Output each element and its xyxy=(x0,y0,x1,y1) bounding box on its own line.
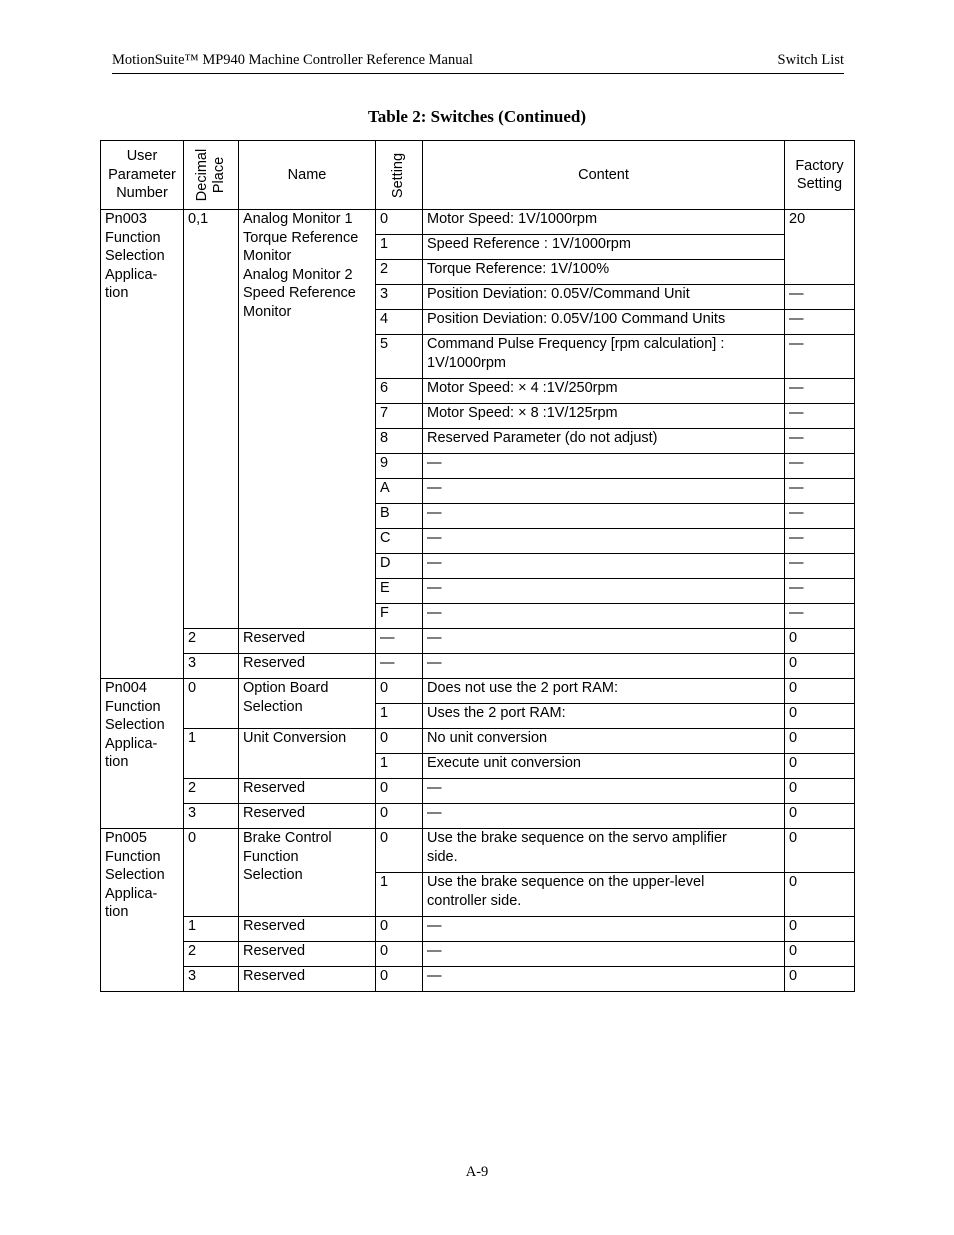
content-cell-line: — xyxy=(427,655,442,671)
setting-cell: D xyxy=(376,554,423,579)
content-cell xyxy=(423,504,785,529)
factory-setting-cell: 0 xyxy=(785,654,855,679)
setting-cell: 0 xyxy=(376,804,423,829)
factory-setting-cell: — xyxy=(785,504,855,529)
factory-setting-cell: — xyxy=(785,529,855,554)
setting-cell: 3 xyxy=(376,285,423,310)
table-header-row xyxy=(101,141,855,210)
content-cell xyxy=(423,629,785,654)
setting-cell: — xyxy=(376,654,423,679)
setting-cell: 0 xyxy=(376,210,423,235)
factory-setting-cell: — xyxy=(785,285,855,310)
content-cell xyxy=(423,285,785,310)
section-title: Switch List xyxy=(777,52,844,68)
setting-cell: 0 xyxy=(376,967,423,992)
table-row xyxy=(101,829,855,873)
user-parameter-cell-line: Applica- xyxy=(105,266,158,283)
content-cell xyxy=(423,404,785,429)
content-cell-line: 1V/1000rpm xyxy=(427,354,506,371)
col-header-line: Decimal xyxy=(194,148,210,201)
content-cell-line: — xyxy=(427,630,442,646)
content-cell xyxy=(423,235,785,260)
decimal-place-cell: 0 xyxy=(184,679,239,729)
content-cell xyxy=(423,942,785,967)
col-header-vertical-text: Setting xyxy=(390,152,407,198)
user-parameter-cell-line: Function xyxy=(105,229,161,246)
factory-setting-cell: 0 xyxy=(785,873,855,917)
manual-title: MotionSuite™ MP940 Machine Controller Reference Manual xyxy=(112,52,473,68)
user-parameter-cell-line: tion xyxy=(105,904,129,920)
col-header-line: Place xyxy=(211,156,227,193)
setting-cell: 0 xyxy=(376,679,423,704)
user-parameter-cell-line: tion xyxy=(105,754,129,770)
setting-cell: F xyxy=(376,604,423,629)
user-parameter-cell-line: Selection xyxy=(105,867,165,883)
content-cell-line: Does not use the 2 port RAM: xyxy=(427,680,619,696)
name-cell xyxy=(239,729,376,779)
setting-cell: 1 xyxy=(376,873,423,917)
user-parameter-cell xyxy=(101,210,184,679)
content-cell xyxy=(423,704,785,729)
setting-cell: C xyxy=(376,529,423,554)
name-cell-line: Reserved xyxy=(243,780,306,796)
name-cell-line: Option Board xyxy=(243,680,329,696)
table-row xyxy=(101,210,855,235)
content-cell xyxy=(423,554,785,579)
setting-cell: 1 xyxy=(376,235,423,260)
name-cell xyxy=(239,779,376,804)
factory-setting-cell: 0 xyxy=(785,804,855,829)
setting-cell: 0 xyxy=(376,942,423,967)
factory-setting-cell: — xyxy=(785,404,855,429)
decimal-place-cell: 3 xyxy=(184,967,239,992)
name-cell-line: Reserved xyxy=(243,630,306,646)
content-cell-line: — xyxy=(427,780,442,796)
content-cell-line: Execute unit conversion xyxy=(427,755,581,771)
name-cell xyxy=(239,679,376,729)
col-header-user-parameter xyxy=(101,141,184,210)
decimal-place-cell: 1 xyxy=(184,917,239,942)
content-cell-line: Motor Speed: × 4 :1V/250rpm xyxy=(427,380,618,396)
factory-setting-cell: — xyxy=(785,579,855,604)
content-cell xyxy=(423,754,785,779)
factory-setting-cell: 0 xyxy=(785,729,855,754)
table-row xyxy=(101,679,855,704)
name-cell-line: Reserved xyxy=(243,943,306,959)
content-cell xyxy=(423,604,785,629)
name-cell xyxy=(239,654,376,679)
setting-cell: 0 xyxy=(376,917,423,942)
factory-setting-cell: 0 xyxy=(785,754,855,779)
name-cell-line: Torque Reference xyxy=(243,229,359,246)
page-number: A-9 xyxy=(465,1164,489,1180)
content-cell-line: — xyxy=(427,943,442,959)
col-header-name: Name xyxy=(239,141,376,210)
content-cell-line: — xyxy=(427,805,442,821)
content-cell-line: No unit conversion xyxy=(427,730,548,746)
factory-setting-cell: — xyxy=(785,479,855,504)
setting-cell: E xyxy=(376,579,423,604)
content-cell xyxy=(423,967,785,992)
factory-setting-cell: 0 xyxy=(785,942,855,967)
factory-setting-cell: 0 xyxy=(785,779,855,804)
decimal-place-cell: 3 xyxy=(184,654,239,679)
factory-setting-cell: 0 xyxy=(785,829,855,873)
content-cell-line: Use the brake sequence on the servo amplifier xyxy=(427,830,727,846)
user-parameter-cell-line: tion xyxy=(105,285,129,301)
user-parameter-cell-line: Selection xyxy=(105,717,165,733)
name-cell-line: Selection xyxy=(243,867,303,883)
content-cell xyxy=(423,310,785,335)
content-cell xyxy=(423,917,785,942)
user-parameter-cell xyxy=(101,679,184,829)
factory-setting-cell: 0 xyxy=(785,679,855,704)
content-cell-line: — xyxy=(427,605,442,621)
name-cell xyxy=(239,629,376,654)
setting-cell: 0 xyxy=(376,779,423,804)
col-header-content: Content xyxy=(423,141,785,210)
setting-cell: A xyxy=(376,479,423,504)
user-parameter-cell-line: Applica- xyxy=(105,735,158,752)
factory-setting-cell: 0 xyxy=(785,917,855,942)
name-cell-line: Reserved xyxy=(243,655,306,671)
table-row xyxy=(101,917,855,942)
content-cell-line: — xyxy=(427,480,442,496)
content-cell-line: — xyxy=(427,455,442,471)
content-cell xyxy=(423,654,785,679)
content-cell-line: Position Deviation: 0.05V/100 Command Units xyxy=(427,311,726,327)
setting-cell: B xyxy=(376,504,423,529)
setting-cell: 2 xyxy=(376,260,423,285)
content-cell xyxy=(423,210,785,235)
col-header-vertical-text xyxy=(194,149,228,201)
name-cell-line: Reserved xyxy=(243,968,306,984)
name-cell-line: Function xyxy=(243,848,299,865)
col-header-line: Number xyxy=(116,185,168,202)
content-cell-line: — xyxy=(427,530,442,546)
name-cell-line: Analog Monitor 2 xyxy=(243,266,353,283)
col-header-line: Parameter xyxy=(108,166,176,183)
user-parameter-cell-line: Applica- xyxy=(105,885,158,902)
content-cell xyxy=(423,260,785,285)
factory-setting-cell: — xyxy=(785,310,855,335)
content-cell xyxy=(423,529,785,554)
factory-setting-cell: — xyxy=(785,335,855,379)
name-cell xyxy=(239,967,376,992)
content-cell xyxy=(423,779,785,804)
factory-setting-cell: — xyxy=(785,554,855,579)
content-cell-line: — xyxy=(427,505,442,521)
name-cell-line: Reserved xyxy=(243,918,306,934)
name-cell-line: Brake Control xyxy=(243,830,332,846)
col-header-line: Setting xyxy=(796,176,843,192)
user-parameter-cell-line: Pn004 xyxy=(105,680,147,696)
decimal-place-cell: 3 xyxy=(184,804,239,829)
table-title: Table 2: Switches (Continued) xyxy=(367,107,587,126)
content-cell-line: Speed Reference : 1V/1000rpm xyxy=(427,236,631,252)
setting-cell: 0 xyxy=(376,829,423,873)
decimal-place-cell: 2 xyxy=(184,629,239,654)
user-parameter-cell-line: Pn003 xyxy=(105,211,147,227)
col-header-line: Factory xyxy=(795,157,844,174)
table-row xyxy=(101,779,855,804)
content-cell xyxy=(423,873,785,917)
content-cell xyxy=(423,829,785,873)
content-cell-line: — xyxy=(427,555,442,571)
factory-setting-cell: — xyxy=(785,379,855,404)
table-row xyxy=(101,729,855,754)
name-cell-line: Monitor xyxy=(243,303,292,320)
content-cell-line: — xyxy=(427,918,442,934)
name-cell xyxy=(239,210,376,629)
setting-cell: 0 xyxy=(376,729,423,754)
name-cell-line: Analog Monitor 1 xyxy=(243,211,353,227)
table-row xyxy=(101,942,855,967)
content-cell xyxy=(423,379,785,404)
setting-cell: 6 xyxy=(376,379,423,404)
content-cell xyxy=(423,679,785,704)
setting-cell: 1 xyxy=(376,754,423,779)
setting-cell: 8 xyxy=(376,429,423,454)
content-cell-line: Uses the 2 port RAM: xyxy=(427,705,566,721)
user-parameter-cell-line: Selection xyxy=(105,248,165,264)
col-header-factory-setting xyxy=(785,141,855,210)
content-cell xyxy=(423,454,785,479)
name-cell-line: Speed Reference xyxy=(243,285,356,301)
content-cell-line: Command Pulse Frequency [rpm calculation] : xyxy=(427,336,725,352)
factory-setting-cell: 20 xyxy=(785,210,855,285)
content-cell-line: Use the brake sequence on the upper-level xyxy=(427,874,705,890)
col-header-line: User xyxy=(126,148,158,165)
content-cell-line: Reserved Parameter (do not adjust) xyxy=(427,430,658,446)
setting-cell: 9 xyxy=(376,454,423,479)
name-cell-line: Unit Conversion xyxy=(243,730,347,746)
content-cell-line: Motor Speed: 1V/1000rpm xyxy=(427,211,598,227)
content-cell-line: controller side. xyxy=(427,892,522,909)
content-cell xyxy=(423,429,785,454)
content-cell-line: side. xyxy=(427,848,458,865)
name-cell xyxy=(239,829,376,917)
content-cell xyxy=(423,729,785,754)
col-header-setting xyxy=(376,141,423,210)
content-cell-line: Motor Speed: × 8 :1V/125rpm xyxy=(427,405,618,421)
content-cell-line: — xyxy=(427,580,442,596)
content-cell xyxy=(423,579,785,604)
name-cell xyxy=(239,804,376,829)
decimal-place-cell: 0 xyxy=(184,829,239,917)
table-body xyxy=(101,210,855,992)
content-cell-line: Position Deviation: 0.05V/Command Unit xyxy=(427,286,690,302)
factory-setting-cell: 0 xyxy=(785,704,855,729)
user-parameter-cell-line: Function xyxy=(105,698,161,715)
content-cell-line: — xyxy=(427,968,442,984)
factory-setting-cell: — xyxy=(785,429,855,454)
user-parameter-cell-line: Pn005 xyxy=(105,830,147,846)
name-cell-line: Selection xyxy=(243,698,303,715)
factory-setting-cell: — xyxy=(785,454,855,479)
decimal-place-cell: 2 xyxy=(184,942,239,967)
decimal-place-cell: 2 xyxy=(184,779,239,804)
content-cell-line: Torque Reference: 1V/100% xyxy=(427,261,610,277)
table-row xyxy=(101,967,855,992)
user-parameter-cell-line: Function xyxy=(105,848,161,865)
user-parameter-cell xyxy=(101,829,184,992)
setting-cell: 4 xyxy=(376,310,423,335)
factory-setting-cell: 0 xyxy=(785,967,855,992)
table-row xyxy=(101,654,855,679)
factory-setting-cell: 0 xyxy=(785,629,855,654)
page-header xyxy=(112,51,844,74)
setting-cell: 7 xyxy=(376,404,423,429)
content-cell xyxy=(423,479,785,504)
setting-cell: 1 xyxy=(376,704,423,729)
name-cell-line: Reserved xyxy=(243,805,306,821)
table-row xyxy=(101,629,855,654)
setting-cell: 5 xyxy=(376,335,423,379)
name-cell xyxy=(239,917,376,942)
name-cell-line: Monitor xyxy=(243,248,292,264)
decimal-place-cell: 1 xyxy=(184,729,239,779)
switches-table xyxy=(100,140,855,992)
content-cell xyxy=(423,804,785,829)
factory-setting-cell: — xyxy=(785,604,855,629)
setting-cell: — xyxy=(376,629,423,654)
table-row xyxy=(101,804,855,829)
col-header-decimal-place xyxy=(184,141,239,210)
name-cell xyxy=(239,942,376,967)
decimal-place-cell: 0,1 xyxy=(184,210,239,629)
content-cell xyxy=(423,335,785,379)
